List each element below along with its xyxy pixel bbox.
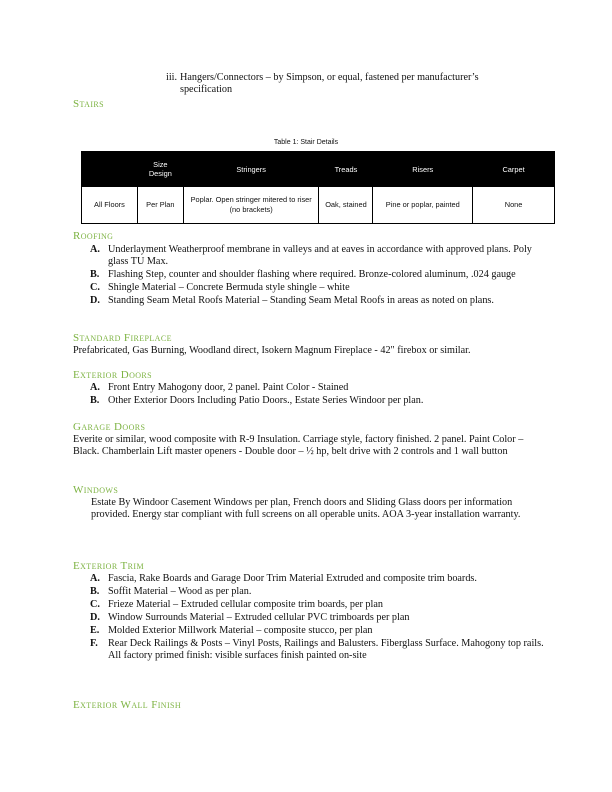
- list-marker: A.: [90, 244, 100, 255]
- list-marker: E.: [90, 625, 100, 636]
- list-item: [90, 612, 550, 624]
- table-cell: Pine or poplar, painted: [373, 187, 473, 224]
- list-text: Rear Deck Railings & Posts – Vinyl Posts, Railings and Balusters. Fiberglass Surface. Mahogony top rails. All factory primed finish: visible surfaces finish painted on-site: [108, 638, 544, 661]
- exterior-trim-heading: Exterior Trim: [73, 560, 144, 572]
- table-header-cell: Risers: [373, 152, 473, 187]
- garage-doors-heading: Garage Doors: [73, 421, 146, 433]
- list-item: [90, 599, 550, 611]
- windows-heading: Windows: [73, 484, 119, 496]
- list-item: [90, 269, 550, 281]
- exterior-wall-finish-heading: Exterior Wall Finish: [73, 699, 182, 711]
- list-marker: F.: [90, 638, 98, 649]
- list-item: [90, 282, 550, 294]
- stairs-heading: Stairs: [73, 98, 104, 110]
- table-header-row: [82, 152, 555, 187]
- table-header-cell: Size Design: [137, 152, 183, 187]
- table-header-cell: Carpet: [473, 152, 555, 187]
- list-marker: A.: [90, 382, 100, 393]
- item-marker: iii.: [166, 72, 178, 83]
- roofing-list: [90, 244, 550, 308]
- list-marker: C.: [90, 599, 100, 610]
- table-header-cell: Treads: [319, 152, 373, 187]
- list-text: Underlayment Weatherproof membrane in valleys and at eaves in accordance with approved plans. Poly glass TU Max.: [108, 244, 532, 267]
- fireplace-text: Prefabricated, Gas Burning, Woodland direct, Isokern Magnum Fireplace - 42" firebox or similar.: [73, 345, 471, 356]
- list-text: Soffit Material – Wood as per plan.: [108, 586, 252, 597]
- table-row: [82, 187, 555, 224]
- list-text: Window Surrounds Material – Extruded cellular PVC trimboards per plan: [108, 612, 410, 623]
- list-text: Front Entry Mahogony door, 2 panel. Paint Color - Stained: [108, 382, 349, 393]
- list-text: Standing Seam Metal Roofs Material – Standing Seam Metal Roofs in areas as noted on plans.: [108, 294, 494, 306]
- list-marker: B.: [90, 395, 100, 406]
- list-item: [90, 244, 550, 267]
- list-item: [90, 638, 550, 661]
- list-text: Molded Exterior Millwork Material – composite stucco, per plan: [108, 625, 373, 636]
- list-marker: B.: [90, 586, 100, 597]
- list-text: Fascia, Rake Boards and Garage Door Trim Material Extruded and composite trim boards.: [108, 573, 477, 584]
- list-item: [90, 586, 550, 598]
- list-item: [90, 395, 550, 407]
- windows-text: Estate By Windoor Casement Windows per plan, French doors and Sliding Glass doors per information provided. Energy star compliant with full screens on all operable units. AOA 3-year installation warranty.: [91, 497, 521, 520]
- list-text: Frieze Material – Extruded cellular composite trim boards, per plan: [108, 599, 383, 610]
- table-cell: None: [473, 187, 555, 224]
- list-text: Other Exterior Doors Including Patio Doors., Estate Series Windoor per plan.: [108, 395, 424, 406]
- list-item: [90, 382, 550, 394]
- list-item: [90, 573, 550, 585]
- exterior-doors-list: [90, 382, 550, 408]
- list-marker: D.: [90, 612, 100, 623]
- table-cell: Per Plan: [137, 187, 183, 224]
- fireplace-heading: Standard Fireplace: [73, 332, 172, 344]
- list-item: [90, 625, 550, 637]
- item-text-continued: specification: [180, 84, 233, 95]
- list-text: Flashing Step, counter and shoulder flashing where required. Bronze-colored aluminum, .024 gauge: [108, 268, 516, 280]
- list-marker: B.: [90, 268, 100, 280]
- table-cell: All Floors: [82, 187, 138, 224]
- list-marker: C.: [90, 281, 100, 293]
- exterior-trim-list: [90, 573, 550, 663]
- table-cell: Poplar. Open stringer mitered to riser (no brackets): [183, 187, 319, 224]
- list-marker: A.: [90, 573, 100, 584]
- table-cell: Oak, stained: [319, 187, 373, 224]
- list-text: Shingle Material – Concrete Bermuda style shingle – white: [108, 281, 350, 293]
- exterior-doors-heading: Exterior Doors: [73, 369, 153, 381]
- table-header-cell: [82, 152, 138, 187]
- table-header-cell: Stringers: [183, 152, 319, 187]
- roofing-heading: Roofing: [73, 230, 114, 242]
- table-caption: Table 1: Stair Details: [273, 139, 339, 146]
- stair-details-table: [81, 151, 555, 224]
- garage-doors-text: Everite or similar, wood composite with R-9 Insulation. Carriage style, factory finished. 2 panel. Paint Color – Black. Chamberlain Lift master openers - Double door – ½ hp, belt drive with 2 controls and 1 wall button: [73, 434, 524, 457]
- hangers-connectors-item: [166, 72, 546, 96]
- item-text: Hangers/Connectors – by Simpson, or equal, fastened per manufacturer’s: [180, 72, 479, 83]
- list-marker: D.: [90, 294, 100, 306]
- list-item: [90, 295, 550, 307]
